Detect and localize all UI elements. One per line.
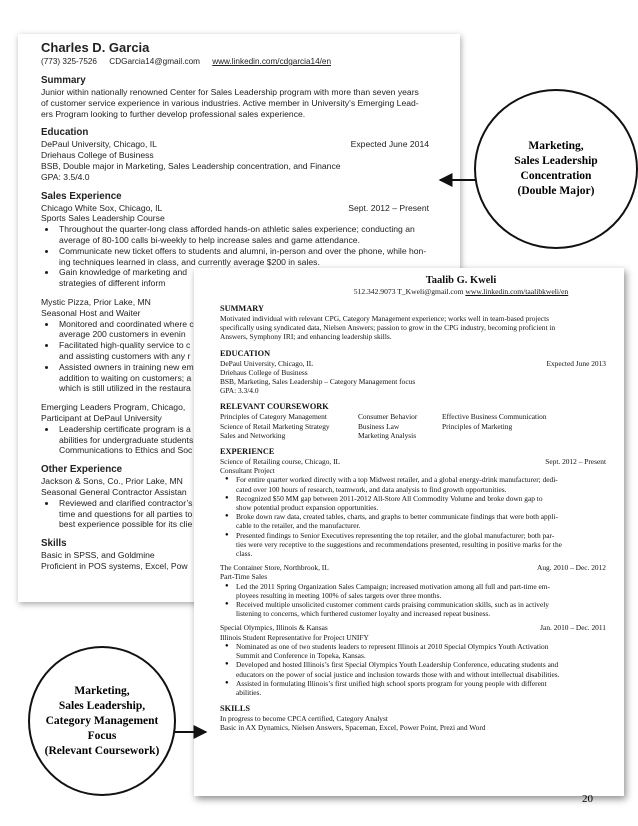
summary-line: ers Program looking to further develop professional sales experience. xyxy=(41,108,306,119)
job-place: Science of Retailing course, Chicago, IL xyxy=(220,457,341,467)
coursework-heading: RELEVANT COURSEWORK xyxy=(220,402,329,412)
college: Driehaus College of Business xyxy=(41,150,154,161)
skills-line: Proficient in POS systems, Excel, Pow xyxy=(41,560,188,571)
bullet: • Assisted owners in training new em addition to waiting on customers; a which is still utilized in the restaura xyxy=(57,362,451,394)
job-place: Special Olympics, Illinois & Kansas xyxy=(220,623,328,633)
summary-line: Junior within nationally renowned Center for Sales Leadership program with more than seven years xyxy=(41,87,419,97)
course: Marketing Analysis xyxy=(358,430,417,440)
bullet: ● For entire quarter worked directly with a top Midwest retailer, and a global energy-drink manufacturer; dedi- cated over 100 hours of research, teamwork, and data analysis to find growth opportunities. xyxy=(236,475,612,493)
email: T_Kweli@gmail.com xyxy=(397,287,464,296)
job-date: Jan. 2010 – Dec. 2011 xyxy=(540,623,606,633)
job-title: Participant at DePaul University xyxy=(41,412,162,423)
callout-line: Sales Leadership, xyxy=(58,699,146,712)
school: DePaul University, Chicago, IL xyxy=(41,139,157,150)
job-title: Consultant Project xyxy=(220,466,275,476)
bullet: ● Assisted in formulating Illinois’s first unified high school sports program for young people with different abilities. xyxy=(236,679,612,697)
gpa: GPA: 3.5/4.0 xyxy=(41,171,90,182)
callout-line: Marketing, xyxy=(74,684,130,697)
job-place: Emerging Leaders Program, Chicago, xyxy=(41,402,186,413)
gpa: GPA: 3.3/4.0 xyxy=(220,386,259,396)
job-place: The Container Store, Northbrook, IL xyxy=(220,563,329,573)
sales-experience-heading: Sales Experience xyxy=(41,190,122,202)
school: DePaul University, Chicago, IL xyxy=(220,358,314,368)
bullet: • Reviewed and clarified contractor’s time and questions for all parties to best experience possible for its clie xyxy=(57,498,451,530)
callout-relevant-coursework xyxy=(28,646,176,796)
resume-name: Charles D. Garcia xyxy=(41,40,150,55)
course: Principles of Category Management xyxy=(220,412,327,422)
bullet: ● Recognized $50 MM gap between 2011-2012 All-Store All Commodity Volume and broke down gap to show potential product expansion opportunities. xyxy=(236,494,612,512)
job-title: Seasonal Host and Waiter xyxy=(41,307,141,318)
summary-line: Answers, Symphony IRI; and enhancing leadership skills. xyxy=(220,332,392,342)
graduation-date: Expected June 2014 xyxy=(350,139,429,150)
linkedin-link[interactable]: www.linkedin.com/taalibkweli/en xyxy=(465,287,569,296)
callout-line: (Double Major) xyxy=(517,185,595,197)
job-title: Illinois Student Representative for Project UNIFY xyxy=(220,632,369,642)
bullet: • Monitored and coordinated where c average 200 customers in evenin xyxy=(57,319,451,341)
callout-line: Focus xyxy=(87,729,117,742)
other-experience-heading: Other Experience xyxy=(41,464,123,476)
job-title: Sports Sales Leadership Course xyxy=(41,213,165,224)
summary-heading: Summary xyxy=(41,75,86,86)
bullet: ● Developed and hosted Illinois’s first Special Olympics Youth Leadership Conference, educating students and educators on the power of social justice and inclusion towards those with and without intellectual disabilities. xyxy=(236,660,612,678)
bullet: • Gain knowledge of marketing and strategies of different inform xyxy=(57,267,451,289)
job-title: Part-Time Sales xyxy=(220,572,268,582)
bullet: ● Nominated as one of two students leaders to represent Illinois at 2010 Special Olympics Youth Activation Summit and Conference in Topeka, Kansas. xyxy=(236,642,612,660)
phone: (773) 325-7526 xyxy=(41,57,97,66)
course: Consumer Behavior xyxy=(358,412,418,422)
course: Effective Business Communication xyxy=(442,412,547,422)
summary-line: specifically using syndicated data, Nielsen Answers; passion to grow in the CPG industry, becoming proficient in xyxy=(220,323,556,333)
bullet: ● Broke down raw data, created tables, charts, and graphs to better communicate findings that were both appli- cable to the retailer, and the manufacturer. xyxy=(236,512,612,530)
job-date: Sept. 2012 – Present xyxy=(348,202,429,213)
callout-line: Concentration xyxy=(520,170,592,182)
linkedin-link[interactable]: www.linkedin.com/cdgarcia14/en xyxy=(212,57,332,66)
callout-line: Marketing, xyxy=(528,140,584,152)
college: Driehaus College of Business xyxy=(220,367,308,377)
job-place: Mystic Pizza, Prior Lake, MN xyxy=(41,296,151,307)
experience-heading: EXPERIENCE xyxy=(220,447,275,457)
email: CDGarcia14@gmail.com xyxy=(109,57,200,66)
job-title: Seasonal General Contractor Assistan xyxy=(41,486,187,497)
callout-line: Category Management xyxy=(45,714,159,727)
bullet: • Facilitated high-quality service to c and assisting customers with any r xyxy=(57,340,451,362)
skills-line: Basic in AX Dynamics, Nielsen Answers, Spaceman, Excel, Power Point, Prezi and Word xyxy=(220,723,486,733)
bullet: ● Led the 2011 Spring Organization Sales Campaign; increased motivation among all full and part-time em- ployees resulting in meeting 100% of sales targets over three months. xyxy=(236,582,612,600)
callout-line: Sales Leadership xyxy=(514,155,598,167)
page-number: 20 xyxy=(582,793,593,805)
summary-line: of customer service experience in various industries. Active member in University’s Emerging Lead- xyxy=(41,97,419,108)
phone: 512.342.9073 xyxy=(353,287,396,296)
skills-line: Basic in SPSS, and Goldmine xyxy=(41,550,155,561)
degree: BSB, Double major in Marketing, Sales Leadership concentration, and Finance xyxy=(41,160,341,171)
course: Business Law xyxy=(358,421,400,431)
degree: BSB, Marketing, Sales Leadership – Category Management focus xyxy=(220,377,416,387)
skills-heading: SKILLS xyxy=(220,704,250,714)
bullet: • Leadership certificate program is a abilities for undergraduate students Communications to Ethics and Soc xyxy=(57,424,451,456)
course: Science of Retail Marketing Strategy xyxy=(220,421,330,431)
resume-name: Taalib G. Kweli xyxy=(425,275,497,286)
graduation-date: Expected June 2013 xyxy=(546,358,606,368)
summary-heading: SUMMARY xyxy=(220,304,264,313)
job-place: Chicago White Sox, Chicago, IL xyxy=(41,202,163,213)
bullet: • Throughout the quarter-long class afforded hands-on athletic sales experience; conducting an average of 80-100 calls bi-weekly to help increase sales and game attendance. xyxy=(57,224,451,246)
summary-line: Motivated individual with relevant CPG, Category Management experience; works well in team-based projects xyxy=(220,314,549,323)
bullet: • Communicate new ticket offers to students and alumni, in-person and over the phone, while hon- ing techniques learned in class, and currently average $200 in sales. xyxy=(57,246,451,268)
callout-line: (Relevant Coursework) xyxy=(44,744,160,757)
course: Sales and Networking xyxy=(220,430,286,440)
education-heading: EDUCATION xyxy=(220,348,271,358)
job-date: Sept. 2012 – Present xyxy=(545,457,606,467)
skills-line: In progress to become CPCA certified, Category Analyst xyxy=(220,714,388,724)
job-date: Aug. 2010 – Dec. 2012 xyxy=(537,563,606,573)
course: Principles of Marketing xyxy=(442,421,513,431)
bullet: ● Presented findings to Senior Executives representing the top retailer, and the global manufacturer; both par- ties were very receptive to the suggestions and recommendations presented, resulting in positive marks for the class. xyxy=(236,531,612,559)
skills-heading: Skills xyxy=(41,538,67,550)
callout-double-major xyxy=(474,89,638,249)
bullet: ● Received multiple unsolicited customer comment cards praising communication skills, such as in actively listening to concerns, which furthered customer loyalty and increased repeat business. xyxy=(236,600,612,618)
education-heading: Education xyxy=(41,127,89,139)
job-place: Jackson & Sons, Co., Prior Lake, MN xyxy=(41,476,183,487)
